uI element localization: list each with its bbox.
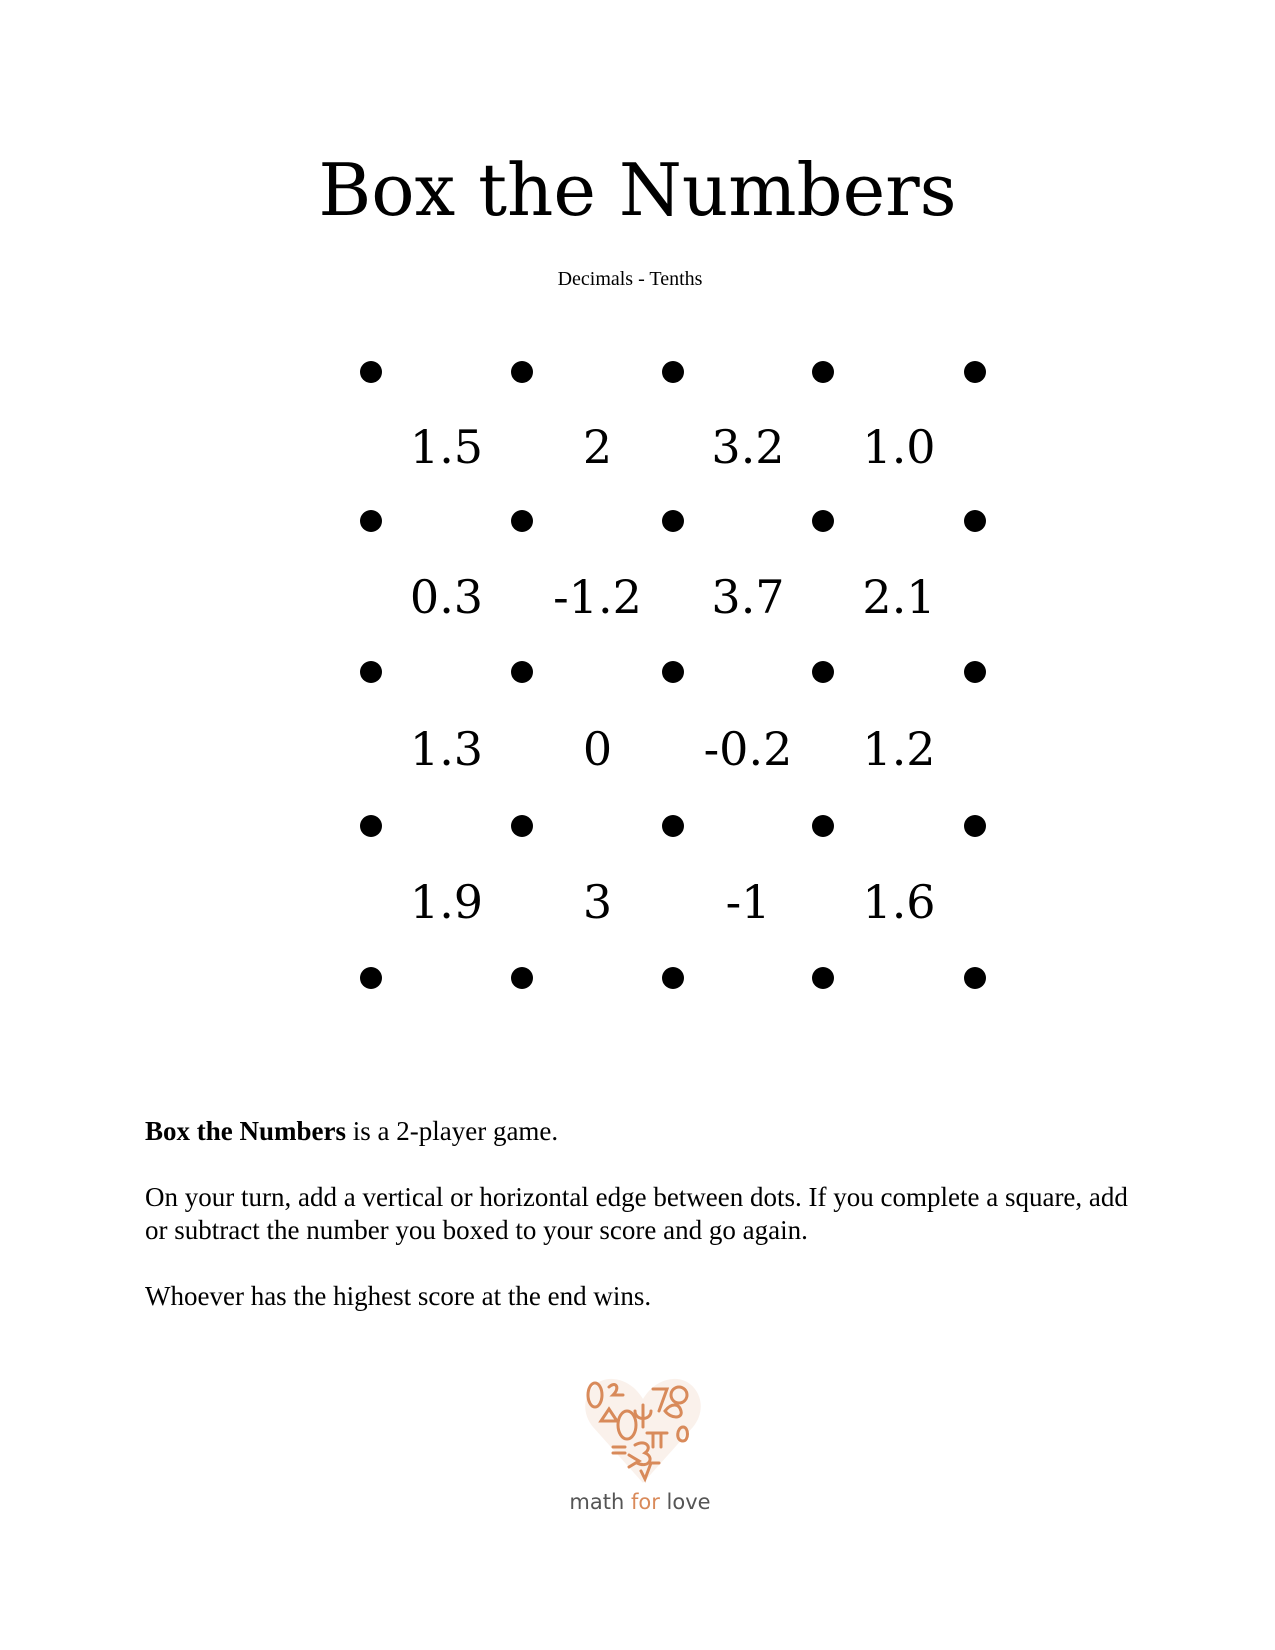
box-number: -0.2 [703, 722, 793, 776]
box-number: 0.3 [409, 569, 484, 624]
grid-dot[interactable] [812, 661, 834, 683]
box-number: 1.0 [862, 419, 936, 474]
page-subtitle: Decimals - Tenths [557, 268, 703, 290]
grid-dot[interactable] [511, 967, 533, 989]
grid-dot[interactable] [964, 967, 986, 989]
rules-intro-rest: is a 2-player game. [346, 1116, 559, 1146]
grid-dot[interactable] [360, 510, 382, 532]
grid-dot[interactable] [360, 361, 382, 383]
game-name: Box the Numbers [145, 1116, 346, 1146]
box-number: 1.5 [409, 419, 484, 474]
grid-dot[interactable] [812, 361, 834, 383]
grid-dot[interactable] [662, 967, 684, 989]
grid-dot[interactable] [662, 661, 684, 683]
grid-dot[interactable] [964, 815, 986, 837]
box-number: 1.6 [862, 875, 936, 929]
grid-dot[interactable] [812, 815, 834, 837]
box-number: 3.2 [711, 419, 785, 474]
box-number: 1.9 [409, 875, 484, 929]
box-number: 1.3 [409, 722, 484, 776]
grid-dot[interactable] [964, 661, 986, 683]
grid-dot[interactable] [511, 661, 533, 683]
box-number: 2 [582, 419, 613, 474]
rules-win: Whoever has the highest score at the end wins. [145, 1281, 652, 1311]
box-number: 1.2 [862, 722, 936, 776]
page-title: Box the Numbers [318, 148, 957, 232]
grid-dot[interactable] [662, 510, 684, 532]
grid-dot[interactable] [812, 510, 834, 532]
grid-dot[interactable] [360, 815, 382, 837]
grid-dot[interactable] [511, 361, 533, 383]
grid-dot[interactable] [964, 510, 986, 532]
grid-dot[interactable] [360, 661, 382, 683]
brand-name [0, 1490, 1275, 1514]
grid-dot[interactable] [511, 510, 533, 532]
grid-dot[interactable] [964, 361, 986, 383]
box-number: 3.7 [711, 569, 785, 624]
box-number: 0 [582, 722, 613, 776]
rules-intro [145, 1115, 1155, 1148]
grid-dot[interactable] [360, 967, 382, 989]
brand-math: math [569, 1490, 631, 1514]
box-number: 3 [582, 875, 613, 929]
grid-dot[interactable] [511, 815, 533, 837]
heart-logo-icon [583, 1375, 703, 1485]
grid-dot[interactable] [812, 967, 834, 989]
rules-turn: On your turn, add a vertical or horizontal edge between dots. If you complete a square, add or subtract the number you boxed to your score and go again. [145, 1182, 1128, 1245]
box-number: -1 [725, 875, 771, 929]
grid-dot[interactable] [662, 361, 684, 383]
grid-dot[interactable] [662, 815, 684, 837]
rules-text [145, 1115, 1155, 1346]
box-number: -1.2 [553, 569, 642, 624]
brand-love: love [659, 1490, 711, 1514]
box-number: 2.1 [862, 569, 936, 624]
brand-for: for [630, 1490, 660, 1514]
